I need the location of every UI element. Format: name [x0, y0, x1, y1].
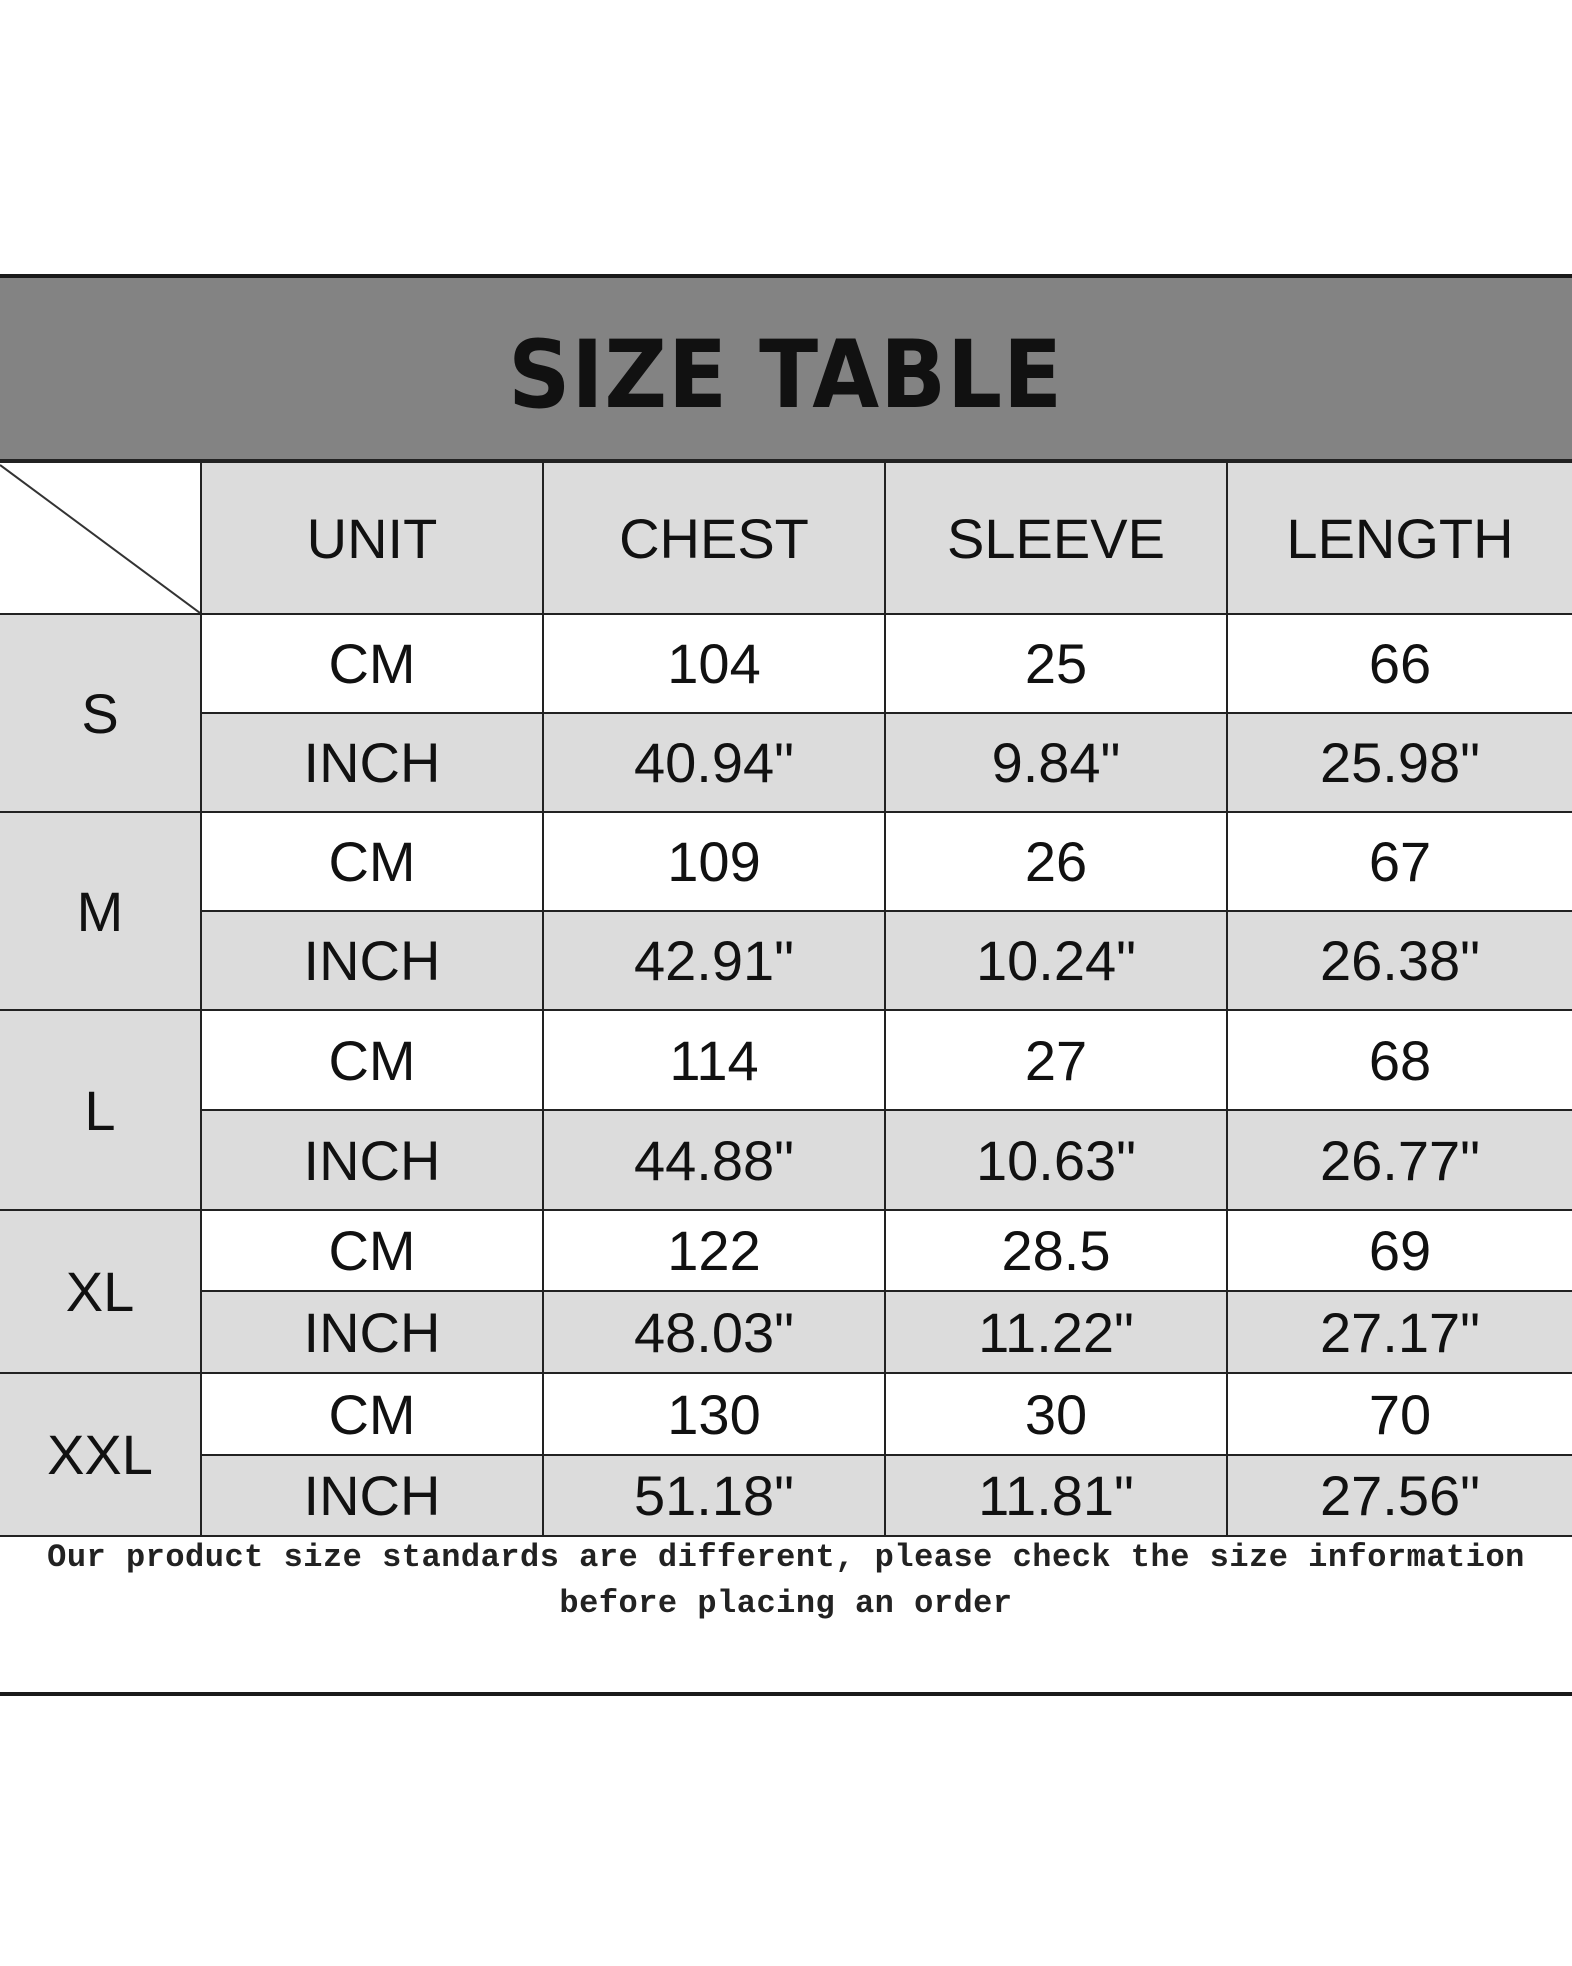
length-cell: 26.38": [1227, 911, 1572, 1010]
table-row: [0, 1210, 1572, 1291]
header-chest: CHEST: [543, 462, 885, 614]
unit-cell: INCH: [201, 911, 543, 1010]
chest-cell: 104: [543, 614, 885, 713]
table-row: [0, 1291, 1572, 1373]
table-row: [0, 1373, 1572, 1455]
table-row: [0, 1110, 1572, 1210]
unit-cell: CM: [201, 1210, 543, 1291]
table-row: [0, 1010, 1572, 1110]
size-label: L: [0, 1010, 201, 1210]
sleeve-cell: 9.84": [885, 713, 1227, 812]
unit-cell: CM: [201, 614, 543, 713]
chest-cell: 122: [543, 1210, 885, 1291]
sleeve-cell: 10.24": [885, 911, 1227, 1010]
sleeve-cell: 25: [885, 614, 1227, 713]
sleeve-cell: 26: [885, 812, 1227, 911]
sleeve-cell: 11.22": [885, 1291, 1227, 1373]
size-note: [0, 1535, 1572, 1627]
length-cell: 27.17": [1227, 1291, 1572, 1373]
size-label: XXL: [0, 1373, 201, 1536]
note-line-1: Our product size standards are different, please check the size information: [47, 1539, 1525, 1576]
chest-cell: 48.03": [543, 1291, 885, 1373]
size-label: XL: [0, 1210, 201, 1373]
note-line-2: before placing an order: [559, 1585, 1013, 1622]
unit-cell: INCH: [201, 1110, 543, 1210]
chest-cell: 130: [543, 1373, 885, 1455]
size-table: [0, 461, 1572, 1537]
size-label: M: [0, 812, 201, 1010]
length-cell: 25.98": [1227, 713, 1572, 812]
table-row: [0, 713, 1572, 812]
length-cell: 68: [1227, 1010, 1572, 1110]
title-band: [0, 278, 1572, 461]
sleeve-cell: 11.81": [885, 1455, 1227, 1536]
chart-title: SIZE TABLE: [508, 321, 1064, 430]
sleeve-cell: 28.5: [885, 1210, 1227, 1291]
length-cell: 66: [1227, 614, 1572, 713]
unit-cell: CM: [201, 812, 543, 911]
length-cell: 69: [1227, 1210, 1572, 1291]
chest-cell: 44.88": [543, 1110, 885, 1210]
diagonal-line: [0, 463, 200, 613]
chest-cell: 114: [543, 1010, 885, 1110]
size-label: S: [0, 614, 201, 812]
length-cell: 67: [1227, 812, 1572, 911]
sleeve-cell: 27: [885, 1010, 1227, 1110]
unit-cell: CM: [201, 1010, 543, 1110]
corner-cell: [0, 462, 201, 614]
sleeve-cell: 30: [885, 1373, 1227, 1455]
length-cell: 70: [1227, 1373, 1572, 1455]
unit-cell: INCH: [201, 1455, 543, 1536]
header-length: LENGTH: [1227, 462, 1572, 614]
chest-cell: 40.94": [543, 713, 885, 812]
size-chart: [0, 274, 1572, 1696]
chest-cell: 109: [543, 812, 885, 911]
chest-cell: 42.91": [543, 911, 885, 1010]
table-row: [0, 614, 1572, 713]
unit-cell: INCH: [201, 713, 543, 812]
unit-cell: INCH: [201, 1291, 543, 1373]
header-sleeve: SLEEVE: [885, 462, 1227, 614]
chest-cell: 51.18": [543, 1455, 885, 1536]
table-row: [0, 1455, 1572, 1536]
sleeve-cell: 10.63": [885, 1110, 1227, 1210]
header-row: [0, 462, 1572, 614]
header-unit: UNIT: [201, 462, 543, 614]
table-row: [0, 911, 1572, 1010]
length-cell: 27.56": [1227, 1455, 1572, 1536]
length-cell: 26.77": [1227, 1110, 1572, 1210]
table-row: [0, 812, 1572, 911]
unit-cell: CM: [201, 1373, 543, 1455]
